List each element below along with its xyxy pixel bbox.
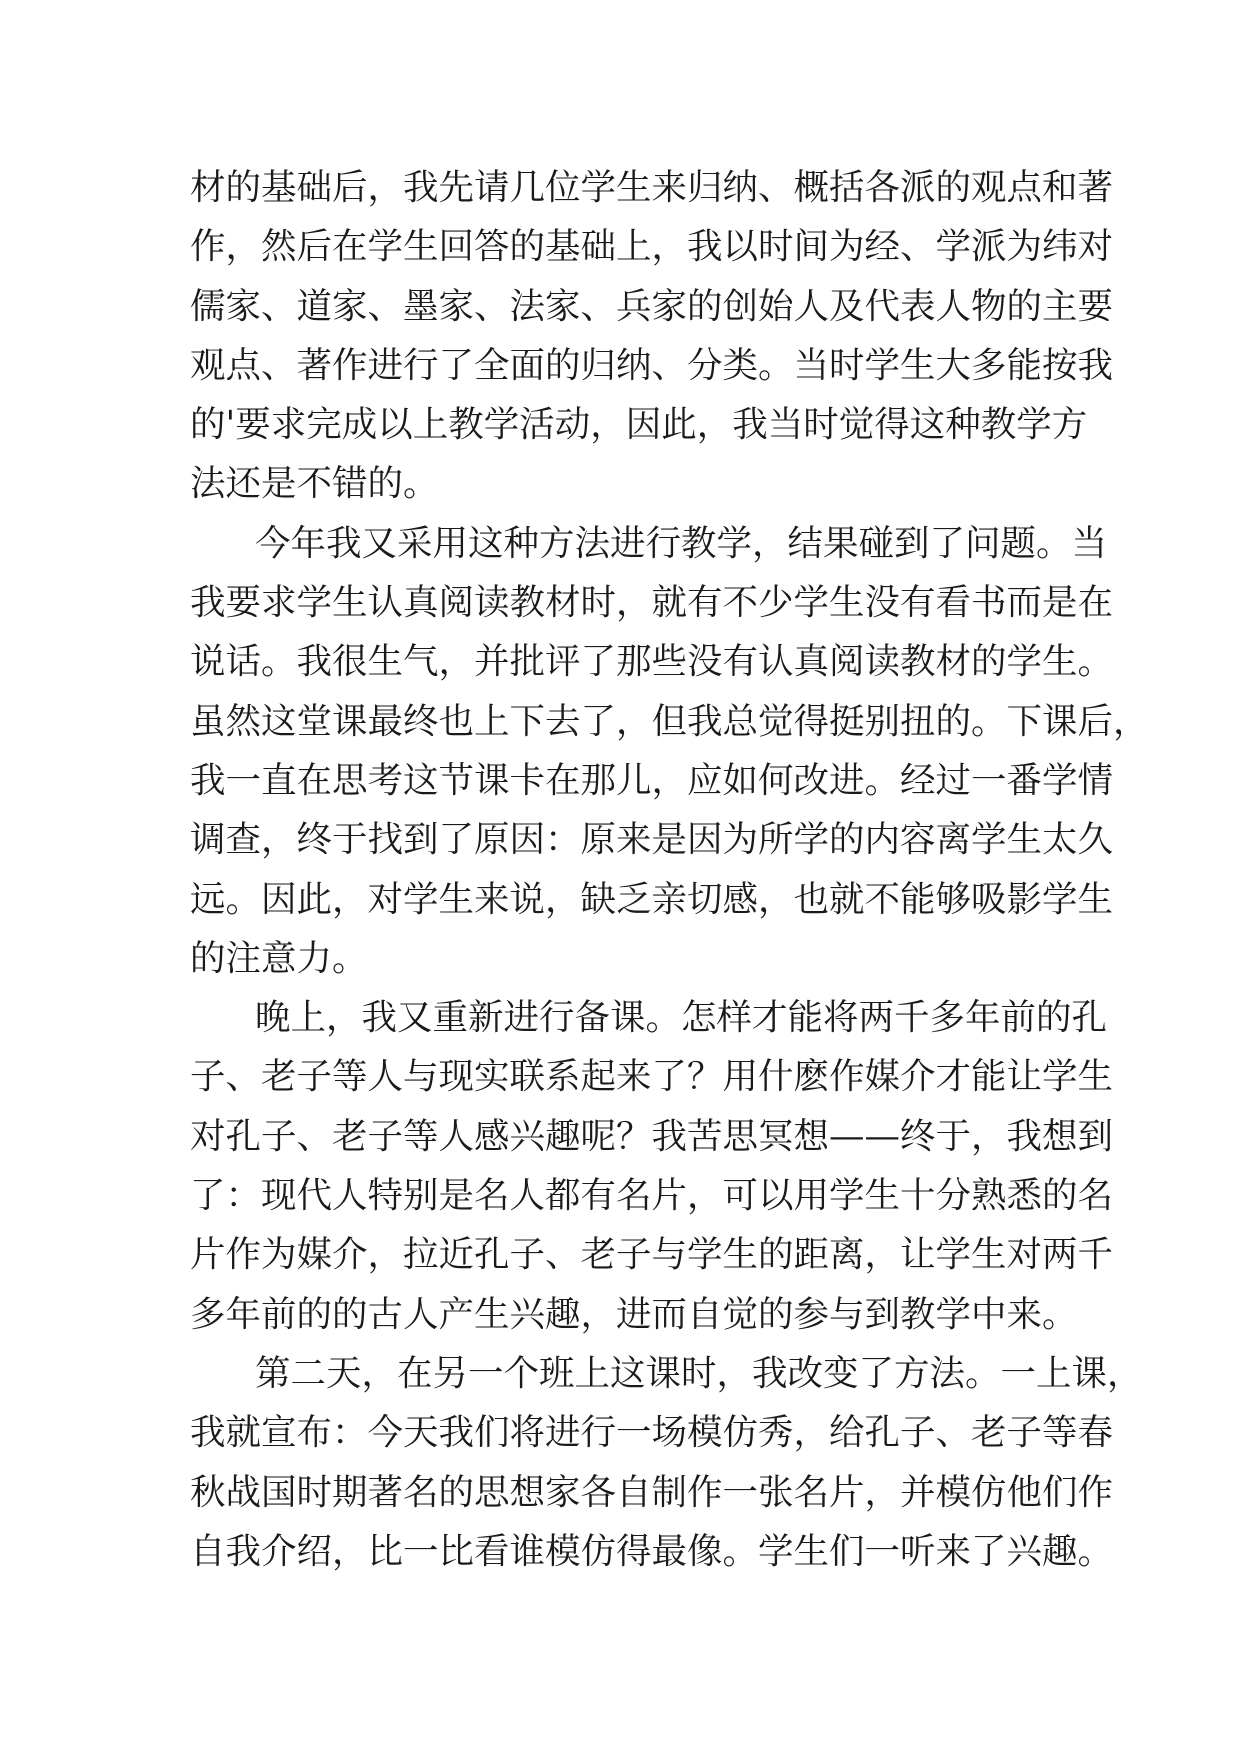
text-line: 了：现代人特别是名人都有名片，可以用学生十分熟悉的名 [190, 1175, 1114, 1217]
text-line: 秋战国时期著名的思想家各自制作一张名片，并模仿他们作 [190, 1471, 1114, 1513]
text-line: 说话。我很生气，并批评了那些没有认真阅读教材的学生。 [190, 641, 1114, 683]
text-line: 自我介绍，比一比看谁模仿得最像。学生们一听来了兴趣。 [190, 1530, 1114, 1572]
text-line: 虽然这堂课最终也上下去了，但我总觉得挺别扭的。下课后， [190, 700, 1149, 742]
text-line: 远。因此，对学生来说，缺乏亲切感，也就不能够吸影学生 [190, 878, 1114, 920]
text-line: 的'要求完成以上教学活动，因此，我当时觉得这种教学方 [190, 404, 1088, 446]
text-line: 调查，终于找到了原因：原来是因为所学的内容离学生太久 [190, 819, 1114, 861]
text-line: 子、老子等人与现实联系起来了？用什麽作媒介才能让学生 [190, 1056, 1114, 1098]
paragraph-2 [190, 514, 1149, 988]
paragraph-4 [190, 1344, 1143, 1581]
body-text [190, 158, 1149, 1581]
text-line: 多年前的的古人产生兴趣，进而自觉的参与到教学中来。 [190, 1293, 1078, 1335]
text-line: 法还是不错的。 [190, 463, 439, 505]
text-line: 我要求学生认真阅读教材时，就有不少学生没有看书而是在 [190, 582, 1114, 624]
paragraph-3 [190, 988, 1114, 1344]
paragraph-1 [190, 158, 1114, 514]
text-line: 晚上，我又重新进行备课。怎样才能将两千多年前的孔 [255, 997, 1108, 1039]
text-line: 观点、著作进行了全面的归纳、分类。当时学生大多能按我 [190, 344, 1114, 386]
text-line: 片作为媒介，拉近孔子、老子与学生的距离，让学生对两千 [190, 1234, 1114, 1276]
text-line: 作，然后在学生回答的基础上，我以时间为经、学派为纬对 [190, 226, 1114, 268]
text-line: 对孔子、老子等人感兴趣呢？我苦思冥想——终于，我想到 [190, 1115, 1114, 1157]
text-line: 儒家、道家、墨家、法家、兵家的创始人及代表人物的主要 [190, 285, 1114, 327]
text-line: 我一直在思考这节课卡在那儿，应如何改进。经过一番学情 [190, 759, 1114, 801]
text-line: 材的基础后，我先请几位学生来归纳、概括各派的观点和著 [190, 167, 1114, 208]
text-line: 今年我又采用这种方法进行教学，结果碰到了问题。当 [255, 522, 1108, 564]
text-line: 的注意力。 [190, 937, 368, 979]
text-line: 我就宣布：今天我们将进行一场模仿秀，给孔子、老子等春 [190, 1412, 1114, 1454]
text-line: 第二天，在另一个班上这课时，我改变了方法。一上课， [255, 1352, 1143, 1394]
